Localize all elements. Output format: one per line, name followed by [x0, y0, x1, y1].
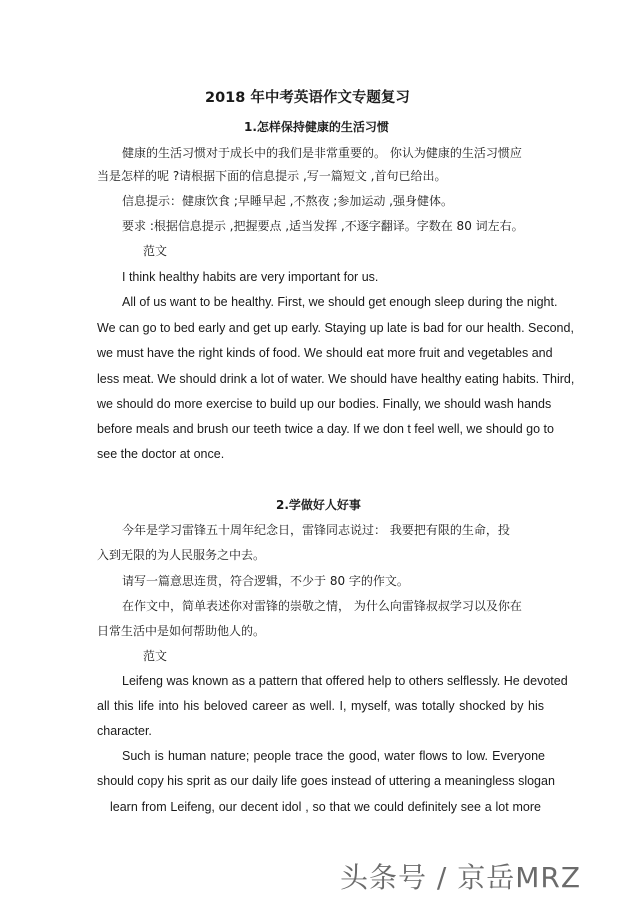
section1-prompt-line1: 健康的生活习惯对于成长中的我们是非常重要的。 你认为健康的生活习惯应	[122, 146, 522, 160]
section1-requirement: 要求 :根据信息提示 ,把握要点 ,适当发挥 ,不逐字翻译。字数在 80 词左右。	[122, 219, 524, 233]
section1-essay-line: We can go to bed early and get up early. Staying up late is bad for our health. Second,	[97, 321, 574, 335]
section2-task-line1: 在作文中，简单表述你对雷锋的崇敬之情， 为什么向雷锋叔叔学习以及你在	[122, 599, 522, 613]
section2-heading: 2.学做好人好事	[276, 498, 361, 512]
section2-essay-line: Leifeng was known as a pattern that offered help to others selflessly. He devoted	[122, 674, 568, 688]
section1-essay-line: All of us want to be healthy. First, we should get enough sleep during the night.	[122, 295, 558, 309]
section2-essay-line: Such is human nature; people trace the good, water flows to low. Everyone	[122, 749, 545, 763]
section2-essay-line: should copy his sprit as our daily life goes instead of uttering a meaningless slogan	[97, 774, 555, 788]
section1-sample-label: 范文	[143, 244, 168, 258]
section1-essay-line: see the doctor at once.	[97, 447, 225, 461]
section2-task-line2: 日常生活中是如何帮助他人的。	[97, 624, 266, 638]
section1-prompt-line2: 当是怎样的呢 ?请根据下面的信息提示 ,写一篇短文 ,首句已给出。	[97, 169, 447, 183]
section1-essay-line: we must have the right kinds of food. We should eat more fruit and vegetables and	[97, 346, 553, 360]
section1-heading: 1.怎样保持健康的生活习惯	[244, 120, 389, 134]
section1-essay-line: we should do more exercise to build up our bodies. Finally, we should wash hands	[97, 397, 552, 411]
section1-info: 信息提示：健康饮食 ;早睡早起 ,不熬夜 ;参加运动 ,强身健体。	[122, 194, 453, 208]
watermark-text: 头条号 / 京岳MRZ	[340, 861, 582, 894]
section1-essay-line: less meat. We should drink a lot of water. We should have healthy eating habits. Third,	[97, 372, 575, 386]
section2-prompt-line2: 入到无限的为人民服务之中去。	[97, 548, 266, 562]
document-title: 2018 年中考英语作文专题复习	[205, 90, 410, 106]
section2-sample-label: 范文	[143, 649, 168, 663]
section2-essay-line: character.	[97, 724, 152, 738]
section2-essay-line: all this life into his beloved career as well. I, myself, was totally shocked by his	[97, 699, 544, 713]
section2-essay-line: learn from Leifeng, our decent idol , so that we could definitely see a lot more	[110, 800, 541, 814]
section2-requirement: 请写一篇意思连贯，符合逻辑，不少于 80 字的作文。	[122, 574, 409, 588]
section2-prompt-line1: 今年是学习雷锋五十周年纪念日，雷锋同志说过： 我要把有限的生命，投	[122, 523, 510, 537]
section1-essay-line: before meals and brush our teeth twice a day. If we don t feel well, we should go to	[97, 422, 554, 436]
section1-essay-line: I think healthy habits are very important for us.	[122, 270, 379, 284]
